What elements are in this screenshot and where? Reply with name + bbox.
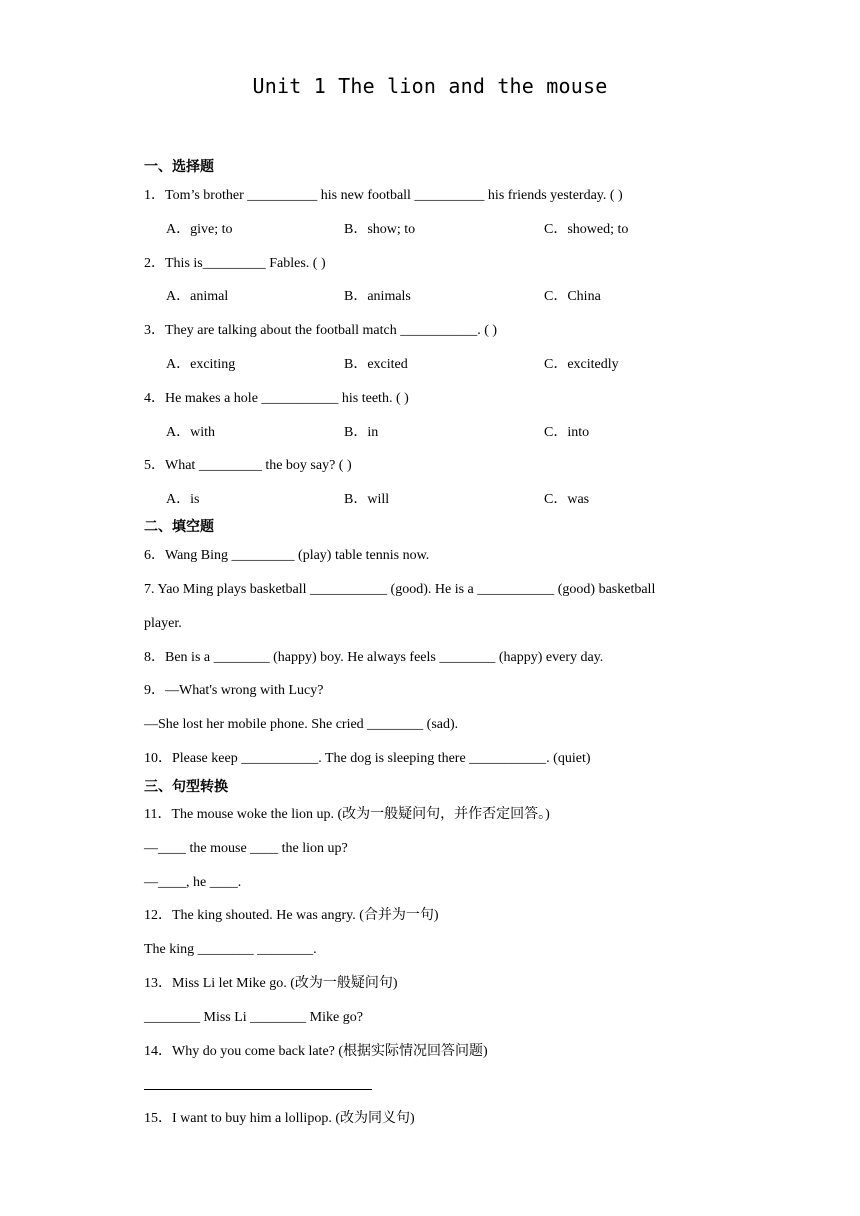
- q4-option-c: C．into: [544, 425, 590, 440]
- q4-option-b: B．in: [344, 425, 379, 440]
- question-11: 11．The mouse woke the lion up. (改为一般疑问句，并作否定回答。): [144, 807, 550, 822]
- question-14-answer-line: [144, 1089, 372, 1090]
- question-14: 14．Why do you come back late? (根据实际情况回答问题): [144, 1044, 488, 1059]
- question-2: 2．This is_________ Fables. ( ): [144, 256, 326, 271]
- question-13-answer: ________ Miss Li ________ Mike go?: [144, 1010, 363, 1025]
- q5-option-a: A．is: [166, 492, 200, 507]
- section-heading-multiple-choice: 一、选择题: [144, 159, 214, 175]
- question-4: 4．He makes a hole ___________ his teeth. ( ): [144, 391, 409, 406]
- question-9: 9．—What's wrong with Lucy?: [144, 683, 324, 698]
- question-8: 8．Ben is a ________ (happy) boy. He always feels ________ (happy) every day.: [144, 650, 604, 665]
- question-11-line-2: —____, he ____.: [144, 875, 242, 890]
- q1-option-c: C．showed; to: [544, 222, 629, 237]
- q5-option-c: C．was: [544, 492, 590, 507]
- q4-option-a: A．with: [166, 425, 215, 440]
- section-heading-fill-in: 二、填空题: [144, 519, 214, 535]
- question-11-line-1: —____ the mouse ____ the lion up?: [144, 841, 348, 856]
- question-6: 6．Wang Bing _________ (play) table tennis now.: [144, 548, 430, 563]
- page-title: Unit 1 The lion and the mouse: [252, 74, 608, 98]
- question-12: 12．The king shouted. He was angry. (合并为一句): [144, 908, 439, 923]
- section-heading-sentence-transformation: 三、句型转换: [144, 779, 228, 795]
- q2-option-c: C．China: [544, 289, 601, 304]
- q3-option-c: C．excitedly: [544, 357, 619, 372]
- question-9-answer: —She lost her mobile phone. She cried ________ (sad).: [144, 717, 459, 732]
- question-1: 1．Tom’s brother __________ his new football __________ his friends yesterday. ( ): [144, 188, 623, 203]
- q1-option-b: B．show; to: [344, 222, 416, 237]
- question-7-continued: player.: [144, 616, 182, 631]
- question-7: 7. Yao Ming plays basketball ___________ (good). He is a ___________ (good) basketball: [144, 582, 656, 597]
- q3-option-a: A．exciting: [166, 357, 236, 372]
- question-10: 10．Please keep ___________. The dog is sleeping there ___________. (quiet): [144, 751, 591, 766]
- q1-option-a: A．give; to: [166, 222, 233, 237]
- q2-option-a: A．animal: [166, 289, 229, 304]
- question-3: 3．They are talking about the football match ___________. ( ): [144, 323, 498, 338]
- q5-option-b: B．will: [344, 492, 390, 507]
- q3-option-b: B．excited: [344, 357, 408, 372]
- question-13: 13．Miss Li let Mike go. (改为一般疑问句): [144, 976, 398, 991]
- question-5: 5．What _________ the boy say? ( ): [144, 458, 352, 473]
- question-15: 15．I want to buy him a lollipop. (改为同义句): [144, 1111, 415, 1126]
- question-12-answer: The king ________ ________.: [144, 942, 317, 957]
- q2-option-b: B．animals: [344, 289, 411, 304]
